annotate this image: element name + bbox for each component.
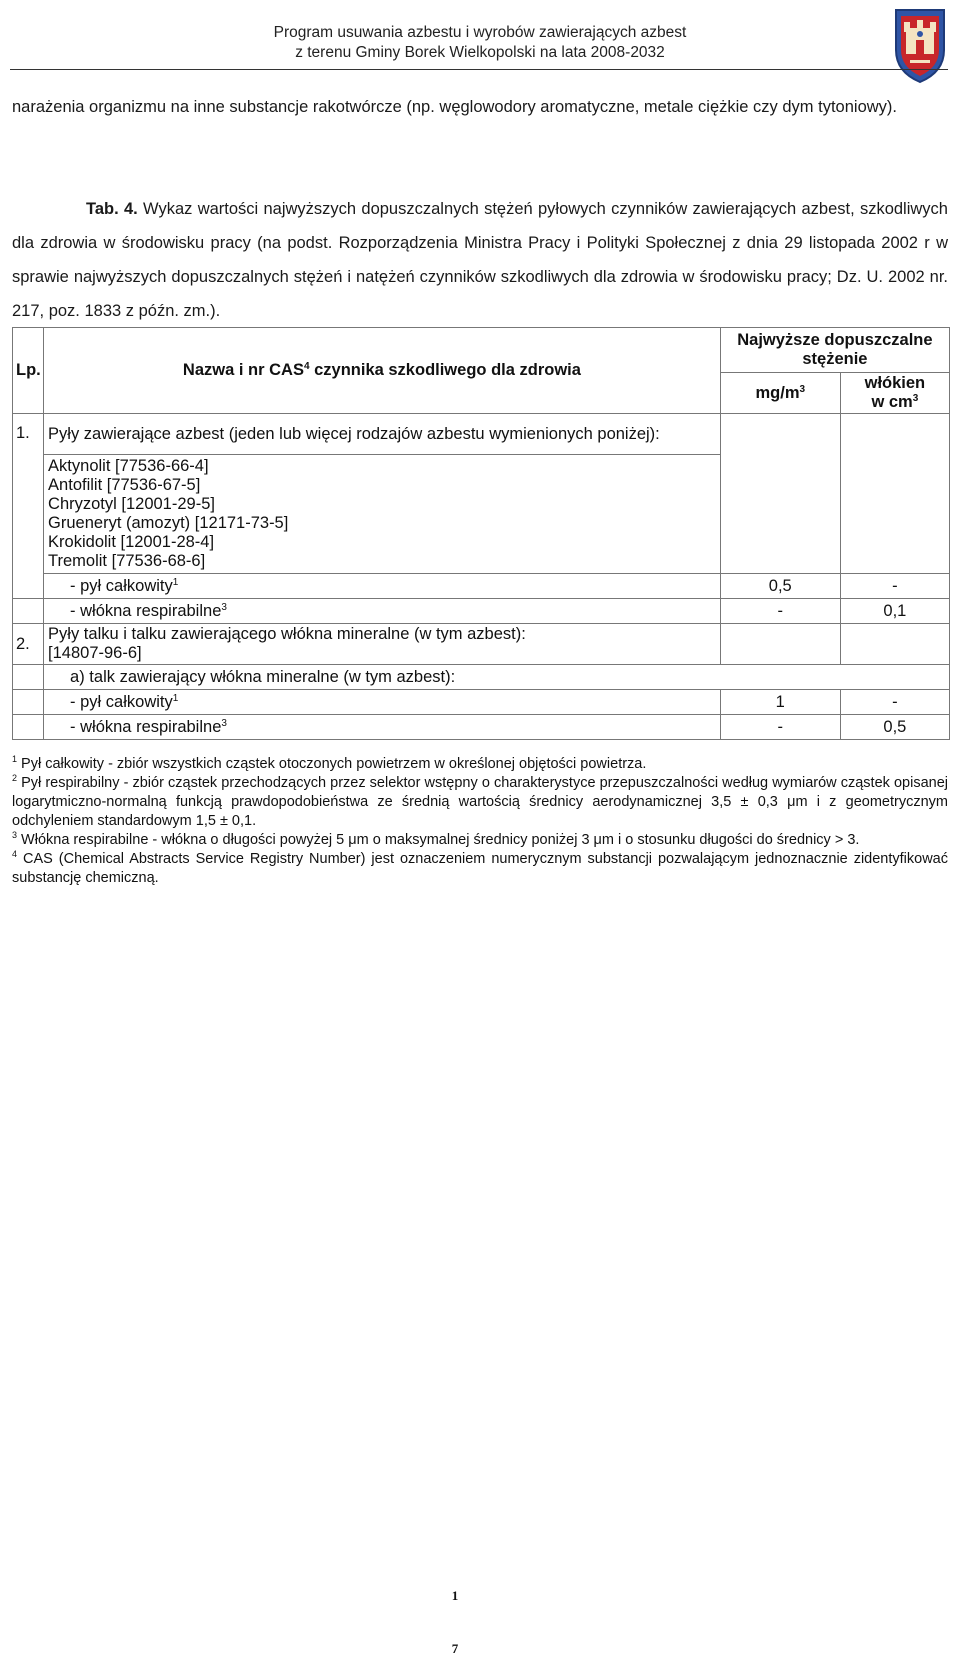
row2-title: Pyły talku i talku zawierającego włókna mineralne (w tym azbest): [14807-96-6] <box>44 624 721 665</box>
row1-sub2-lp-empty <box>13 599 44 624</box>
table-row <box>13 690 950 715</box>
row2-sub2-label: - włókna respirabilne$^3$ <box>44 715 721 740</box>
table-header-row <box>13 328 950 373</box>
table-caption-label: Tab. 4. <box>86 200 138 218</box>
intro-paragraph: narażenia organizmu na inne substancje rakotwórcze (np. węglowodory aromatyczne, metale ciężkie czy dym tytoniowy). <box>12 98 897 116</box>
row2-lp: 2. <box>13 624 44 665</box>
row1-sub2-fib: 0,1 <box>840 599 949 624</box>
header-lp: Lp. <box>13 328 44 414</box>
row1-mg-empty <box>720 414 840 574</box>
footnote-2: $^2$ Pył respirabilny - zbiór cząstek przechodzących przez selektor wstępny o charakterystyce przepuszczalności według wymiarów cząstek opisanej logarytmiczno-normalną funkcją prawdopodobieństwa ze średnią wartością średnicy aerodynamicznej 3,5 ± 0,3 μm i z geometrycznym odchyleniem standardowym 1,5 ± 0,1. <box>12 773 949 829</box>
footnotes <box>12 755 948 888</box>
row2-subhead-lp-empty <box>13 665 44 690</box>
header-title-line1: Program usuwania azbestu i wyrobów zawierających azbest <box>273 24 687 41</box>
coat-of-arms-icon <box>890 6 950 84</box>
table-caption-text: Wykaz wartości najwyższych dopuszczalnych stężeń pyłowych czynników zawierających azbest, szkodliwych dla zdrowia w środowisku pracy (na podst. Rozporządzenia Ministra Pracy i Polityki Społecznej z dnia 29 listopada 2002 r w sprawie najwyższych dopuszczalnych stężeń i natężeń czynników szkodliwych dla zdrowia w środowisku pracy; Dz. U. 2002 nr. 217, poz. 1833 z późn. zm.). <box>12 200 948 320</box>
row2-sub1-fib: - <box>840 690 949 715</box>
page-number-line2: 7 <box>451 1641 459 1656</box>
row2-fib-empty <box>840 624 949 665</box>
row2-sub2-fib: 0,5 <box>840 715 949 740</box>
list-item: Grueneryt (amozyt) [12171-73-5] <box>48 514 289 532</box>
list-item: Krokidolit [12001-28-4] <box>48 533 215 551</box>
row2-sub1-mg: 1 <box>720 690 840 715</box>
page-number-line1: 1 <box>451 1588 459 1603</box>
row1-sub1-fib: - <box>840 574 949 599</box>
list-item: Antofilit [77536-67-5] <box>48 476 201 494</box>
footnote-3: $^3$ Włókna respirabilne - włókna o długości powyżej 5 μm o maksymalnej średnicy poniżej 3 μm i o stosunku długości do średnicy > 3. <box>12 830 860 848</box>
row2-mg-empty <box>720 624 840 665</box>
row1-sub1-mg: 0,5 <box>720 574 840 599</box>
row2-sub2-mg: - <box>720 715 840 740</box>
asbestos-limits-table <box>12 327 950 740</box>
list-item: Aktynolit [77536-66-4] <box>48 457 209 475</box>
header-group: Najwyższe dopuszczalne stężenie <box>720 328 949 373</box>
row1-fib-empty <box>840 414 949 574</box>
table-row <box>13 599 950 624</box>
row2-sub2-lp-empty <box>13 715 44 740</box>
row1-sub2-label: - włókna respirabilne$^3$ <box>44 599 721 624</box>
table-row <box>13 574 950 599</box>
row2-sub1-lp-empty <box>13 690 44 715</box>
header-divider <box>10 69 948 70</box>
row1-lp: 1. <box>13 414 44 599</box>
table-row <box>13 715 950 740</box>
list-item: Tremolit [77536-68-6] <box>48 552 206 570</box>
table-row <box>13 665 950 690</box>
header-fibres: włókien w $cm^3$ <box>840 373 949 414</box>
row1-sub2-mg: - <box>720 599 840 624</box>
row2-sub1-label: - pył całkowity$^1$ <box>44 690 721 715</box>
row1-title: Pyły zawierające azbest (jeden lub więcej rodzajów azbestu wymienionych poniżej): <box>44 414 721 455</box>
list-item: Chryzotyl [12001-29-5] <box>48 495 215 513</box>
row1-sub1-label: - pył całkowity$^1$ <box>44 574 721 599</box>
table-caption <box>12 192 948 328</box>
table-row <box>13 414 950 455</box>
header-mg: $mg/m^3$ <box>720 373 840 414</box>
table-row <box>13 624 950 665</box>
header-name: Nazwa i nr CAS$^4$ czynnika szkodliwego dla zdrowia <box>44 328 721 414</box>
row2-subheading: a) talk zawierający włókna mineralne (w tym azbest): <box>44 665 950 690</box>
footnote-1: $^1$ Pył całkowity - zbiór wszystkich cząstek otoczonych powietrzem w określonej objętości powietrza. <box>12 754 647 772</box>
header-title-line2: z terenu Gminy Borek Wielkopolski na lata 2008-2032 <box>295 44 665 61</box>
row1-asbestos-list <box>44 455 721 574</box>
footnote-4: $^4$ CAS (Chemical Abstracts Service Registry Number) jest oznaczeniem numerycznym substancji pozwalającym jednoznacznie zidentyfikować substancję chemiczną. <box>12 849 948 886</box>
